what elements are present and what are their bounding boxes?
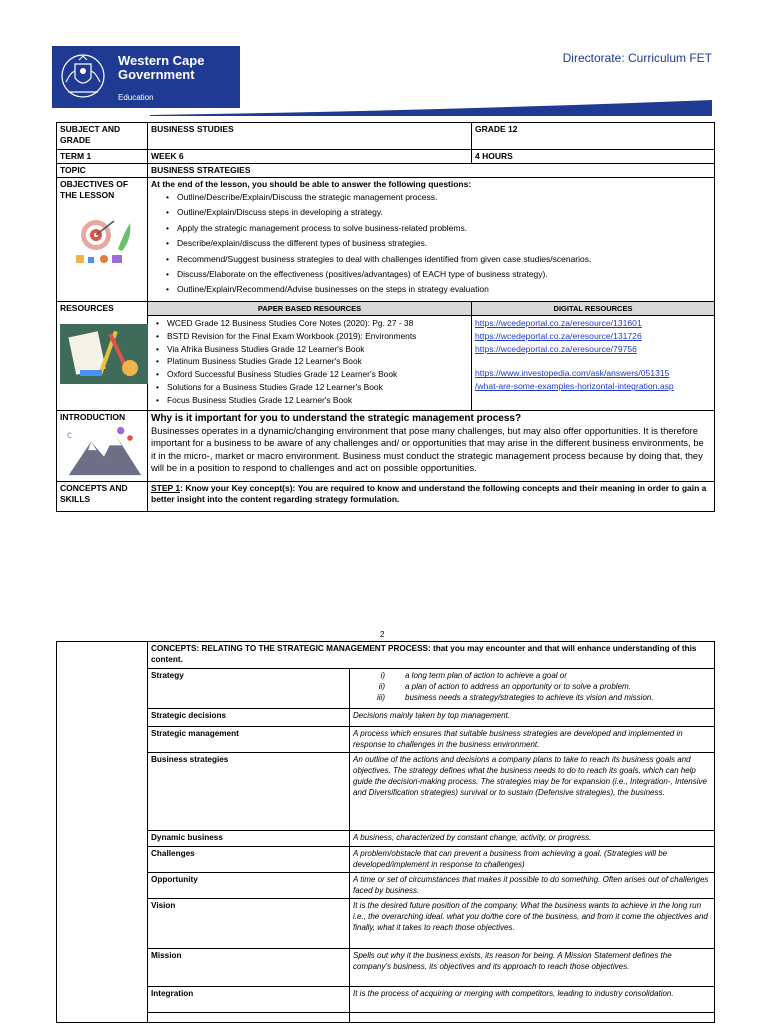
concept-term: Strategy (148, 669, 350, 709)
lesson-table (56, 122, 715, 512)
introduction-label-cell (57, 411, 148, 482)
concept-definition: i) a long term plan of action to achieve a goal or ii) a plan of action to address an opportunity or to solve a problem. iii) business needs a strategy/strategies to achieve its vision and mission. (350, 669, 715, 709)
topic-label: TOPIC (57, 164, 148, 178)
concept-term (148, 1013, 350, 1023)
concept-term: Challenges (148, 847, 350, 873)
introduction-cell (148, 411, 715, 482)
concept-definition: A process which ensures that suitable business strategies are developed and implemented in response to challenges in the business environment. (350, 727, 715, 753)
resource-link[interactable]: https://www.investopedia.com/ask/answers/051315 (475, 368, 670, 379)
list-item: • Focus Business Studies Grade 12 Learner's Book (167, 394, 468, 407)
concept-definition: Decisions mainly taken by top management. (350, 709, 715, 727)
svg-text:c: c (66, 430, 72, 441)
concept-term: Strategic decisions (148, 709, 350, 727)
resource-link[interactable]: https://wcedeportal.co.za/eresource/131726 (475, 330, 642, 341)
concept-definition: A problem/obstacle that can prevent a business from achieving a goal. (Strategies will be developed/implement in response to challenges) (350, 847, 715, 873)
concept-definition: A time or set of circumstances that makes it possible to do something. Often arises out of challenges faced by business. (350, 873, 715, 899)
list-item: • Outline/Explain/Recommend/Advise businesses on the steps in strategy evaluation (177, 282, 711, 297)
list-item: • Platinum Business Studies Grade 12 Learner's Book (167, 355, 468, 368)
list-item: • Via Afrika Business Studies Grade 12 Learner's Book (167, 343, 468, 356)
list-item: • Describe/explain/discuss the different types of business strategies. (177, 236, 711, 251)
resource-link[interactable]: https://wcedeportal.co.za/eresource/79756 (475, 343, 637, 354)
list-item: • BSTD Revision for the Final Exam Workbook (2019): Environments (167, 330, 468, 343)
list-item: • Solutions for a Business Studies Grade 12 Learner's Book (167, 381, 468, 394)
introduction-text: Businesses operates in a dynamic/changing environment that pose many challenges, but may also offer opportunities. It is therefore important for a business to be aware of any challenges and/ or opportunities that may arise in the different business environments, be it in the micro-, market or macro environment. Business must conduct the strategic management process because by doing that, they will be in a position to respond to challenges and act on possible opportunities. (151, 425, 704, 473)
grade-value: GRADE 12 (472, 123, 715, 150)
directorate-label: Directorate: Curriculum FET (562, 51, 712, 65)
week-value: WEEK 6 (148, 150, 472, 164)
digital-resources-cell (472, 316, 715, 411)
resources-label: RESOURCES (60, 303, 114, 313)
subject-value: BUSINESS STUDIES (148, 123, 472, 150)
concept-definition: It is the process of acquiring or merging with competitors, leading to industry consolidation. (350, 987, 715, 1013)
concept-term: Business strategies (148, 753, 350, 831)
blank-margin-cell (57, 642, 148, 1023)
list-item: • Oxford Successful Business Studies Grade 12 Learner's Book (167, 368, 468, 381)
list-item: • Outline/Explain/Discuss steps in developing a strategy. (177, 205, 711, 220)
introduction-label: INTRODUCTION (60, 412, 126, 422)
digital-resources-header: DIGITAL RESOURCES (472, 302, 715, 316)
paper-resources-list (151, 317, 468, 407)
resource-link[interactable]: https://wcedeportal.co.za/eresource/131601 (475, 318, 642, 328)
coat-of-arms-icon (58, 52, 108, 100)
concept-term: Opportunity (148, 873, 350, 899)
header-swoosh (150, 96, 712, 116)
concept-term: Strategic management (148, 727, 350, 753)
subject-label: SUBJECT AND GRADE (57, 123, 148, 150)
step-label: STEP 1 (151, 483, 181, 493)
concept-term: Mission (148, 949, 350, 987)
paper-resources-header: PAPER BASED RESOURCES (148, 302, 472, 316)
concepts-step-cell (148, 482, 715, 512)
page-number: 2 (380, 630, 385, 639)
concept-definition (350, 1013, 715, 1023)
objectives-label: OBJECTIVES OF THE LESSON (60, 179, 129, 200)
objectives-label-cell (57, 178, 148, 302)
objectives-list (151, 190, 711, 298)
concepts-label: CONCEPTS AND SKILLS (57, 482, 148, 512)
step-text: : Know your Key concept(s): You are required to know and understand the following concepts and their meaning in order to gain a better insight into the content regarding strategy formulation. (151, 483, 707, 504)
concepts-table (56, 641, 715, 1023)
concept-term: Integration (148, 987, 350, 1013)
concept-definition: Spells out why it the business exists, its reason for being. A Mission Statement defines the company's business, its objectives and its approach to reach those objectives. (350, 949, 715, 987)
page-header (0, 0, 768, 120)
concept-definition: An outline of the actions and decisions a company plans to take to reach its business goals and objectives. The strategy defines what the business needs to do to reach its goals, which can help guide the decision-making process. The strategies may be for expansion (i.e., Integration-, Intensive and Diversification strategies) survival or to sustain (Defensive strategies), the business. (350, 753, 715, 831)
objectives-cell (148, 178, 715, 302)
list-item: • Outline/Describe/Explain/Discuss the strategic management process. (177, 190, 711, 205)
list-item: • Recommend/Suggest business strategies to deal with challenges identified from given case studies/scenarios. (177, 252, 711, 267)
objectives-intro: At the end of the lesson, you should be able to answer the following questions: (151, 179, 472, 189)
mountain-illustration (60, 425, 148, 477)
concepts-header: CONCEPTS: RELATING TO THE STRATEGIC MANAGEMENT PROCESS: that you may encounter and that will enhance understanding of this content. (148, 642, 715, 669)
concept-term: Dynamic business (148, 831, 350, 847)
paper-resources-cell (148, 316, 472, 411)
topic-value: BUSINESS STRATEGIES (148, 164, 715, 178)
term-label: TERM 1 (57, 150, 148, 164)
concept-definition: A business, characterized by constant change, activity, or progress. (350, 831, 715, 847)
org-sub: Education (118, 93, 154, 102)
hours-value: 4 HOURS (472, 150, 715, 164)
resource-link[interactable]: /what-are-some-examples-horizontal-integration.asp (475, 381, 674, 392)
concept-definition: It is the desired future position of the company. What the business wants to achieve in the long run i.e., the overarching ideal. what you do/the core of the business, and from it come the objectives and finally, what it takes to reach those objectives. (350, 899, 715, 949)
introduction-question: Why is it important for you to understand the strategic management process? (151, 413, 522, 424)
resources-label-cell (57, 302, 148, 411)
concept-term: Vision (148, 899, 350, 949)
target-illustration (60, 209, 148, 269)
stationery-illustration (60, 320, 148, 388)
org-name: Western Cape Government (118, 53, 205, 82)
list-item: • Apply the strategic management process to solve business-related problems. (177, 221, 711, 236)
list-item: • Discuss/Elaborate on the effectiveness (positives/advantages) of EACH type of business strategy). (177, 267, 711, 282)
list-item: • WCED Grade 12 Business Studies Core Notes (2020): Pg. 27 - 38 (167, 317, 468, 330)
